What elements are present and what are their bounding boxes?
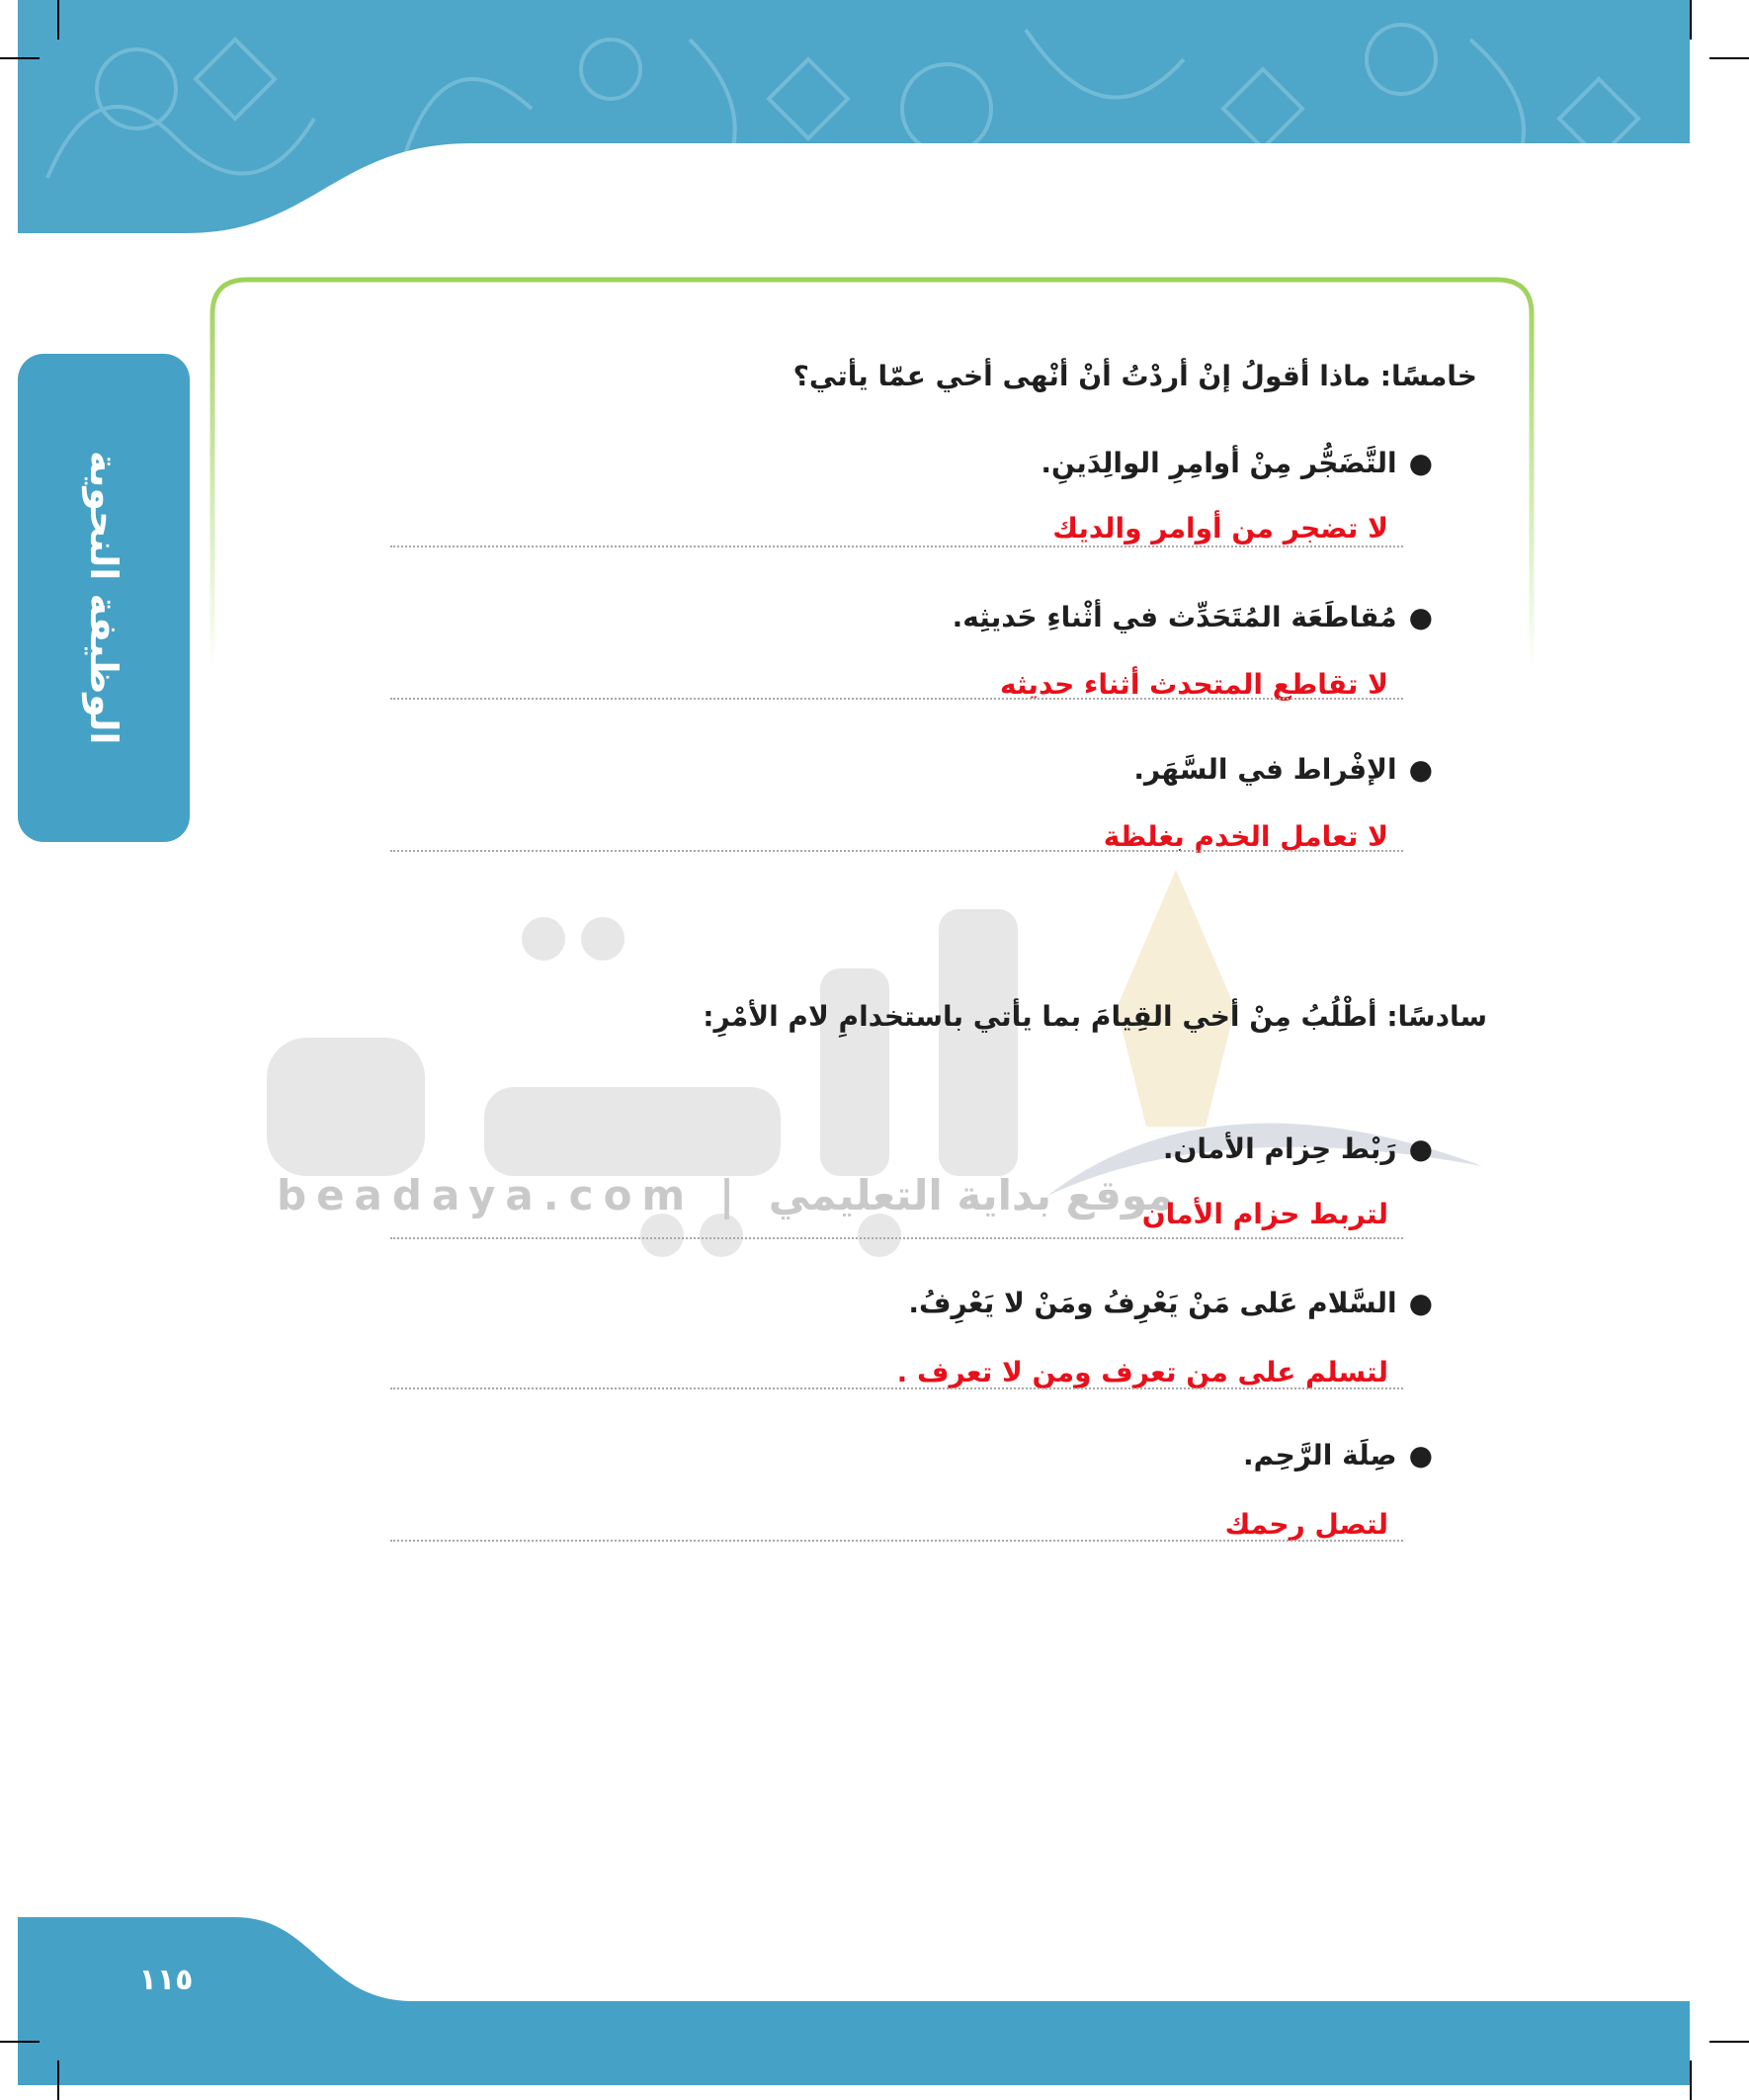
section6-item-2: ●السَّلام عَلى مَنْ يَعْرِفُ ومَنْ لا يَعْرِفُ. xyxy=(908,1287,1433,1319)
crop-mark xyxy=(0,57,40,59)
section5-question: خامسًا: ماذا أقولُ إنْ أردْتُ أنْ أنْهى أخي عمّا يأتي؟ xyxy=(792,360,1477,392)
answer-line xyxy=(390,698,1403,700)
crop-mark xyxy=(1709,57,1749,59)
footer-band xyxy=(18,1917,1690,2085)
bullet-icon: ● xyxy=(1408,753,1433,786)
section6-answer-1: لتربط حزام الأمان xyxy=(1141,1198,1388,1230)
header-band xyxy=(18,0,1690,233)
section6-answer-3: لتصل رحمك xyxy=(1224,1508,1388,1541)
crop-mark xyxy=(0,2041,40,2043)
section6-answer-2: لتسلم على من تعرف ومن لا تعرف . xyxy=(896,1356,1388,1388)
bullet-icon: ● xyxy=(1408,601,1433,633)
side-tab-title: الوظيفة النحوية xyxy=(82,451,125,745)
section6-question: سادسًا: أطْلُبُ مِنْ أخي القِيامَ بما يأتي باستخدامِ لام الأمْرِ: xyxy=(703,1000,1487,1033)
crop-mark xyxy=(1690,2060,1692,2100)
bullet-icon: ● xyxy=(1408,1287,1433,1319)
section5-item-3: ●الإفْراط في السَّهَر. xyxy=(1133,753,1433,786)
crop-mark xyxy=(1709,2041,1749,2043)
bullet-icon: ● xyxy=(1408,447,1433,479)
bullet-icon: ● xyxy=(1408,1439,1433,1471)
section5-item-2: ●مُقاطَعَة المُتَحَدِّث في أثْناءِ حَديثِه. xyxy=(952,601,1433,633)
answer-line xyxy=(390,1237,1403,1239)
crop-mark xyxy=(57,2060,59,2100)
section6-item-3: ●صِلَة الرَّحِم. xyxy=(1243,1439,1433,1471)
answer-line xyxy=(390,1387,1403,1389)
section5-answer-3: لا تعامل الخدم بغلظة xyxy=(1103,820,1388,853)
answer-line xyxy=(390,546,1403,547)
watermark-url: beadaya.com | موقع بداية التعليمي xyxy=(277,1171,1174,1219)
section6-item-1: ●رَبْط حِزام الأمان. xyxy=(1162,1133,1433,1165)
bullet-icon: ● xyxy=(1408,1133,1433,1165)
header-white-curve xyxy=(18,0,1690,233)
section5-item-1: ●التَّضَجُّر مِنْ أوامِرِ الوالِدَينِ. xyxy=(1041,447,1433,479)
answer-line xyxy=(390,1540,1403,1542)
page-number: ١١٥ xyxy=(138,1963,194,1997)
crop-mark xyxy=(1690,0,1692,40)
section5-answer-2: لا تقاطع المتحدث أثناء حديثه xyxy=(1000,668,1388,701)
answer-line xyxy=(390,850,1403,852)
crop-mark xyxy=(57,0,59,40)
section5-answer-1: لا تضجر من أوامر والديك xyxy=(1052,512,1388,545)
